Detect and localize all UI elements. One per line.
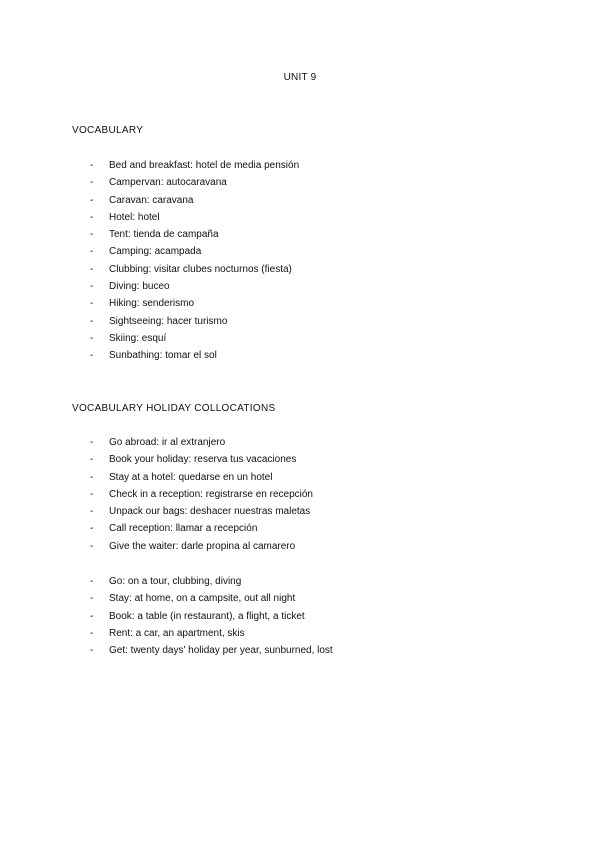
list-item-text: Skiing: esquí: [109, 332, 167, 344]
list-item-text: Hiking: senderismo: [109, 298, 195, 310]
bullet-dash: -: [90, 298, 94, 310]
list-item-text: Bed and breakfast: hotel de media pensión: [109, 160, 300, 171]
vocabulary-heading: VOCABULARY: [72, 125, 144, 136]
list-item-text: Rent: a car, an apartment, skis: [109, 627, 245, 639]
bullet-dash: -: [90, 645, 94, 657]
bullet-dash: -: [90, 454, 94, 466]
bullet-dash: -: [90, 488, 94, 500]
bullet-dash: -: [90, 576, 94, 587]
page-title: UNIT 9: [283, 72, 317, 83]
list-item-text: Sunbathing: tomar el sol: [109, 350, 217, 362]
bullet-dash: -: [90, 471, 94, 483]
bullet-dash: -: [90, 593, 94, 605]
bullet-dash: -: [90, 211, 94, 223]
collocations-heading: VOCABULARY HOLIDAY COLLOCATIONS: [72, 403, 276, 414]
list-item-text: Caravan: caravana: [109, 194, 194, 206]
bullet-dash: -: [90, 332, 94, 344]
bullet-dash: -: [90, 350, 94, 362]
list-item-text: Camping: acampada: [109, 246, 202, 258]
list-item-text: Hotel: hotel: [109, 211, 160, 223]
list-item-text: Get: twenty days' holiday per year, sunburned, lost: [109, 645, 333, 657]
bullet-dash: -: [90, 506, 94, 518]
bullet-dash: -: [90, 177, 94, 189]
bullet-dash: -: [90, 194, 94, 206]
bullet-dash: -: [90, 540, 94, 552]
list-item-text: Go abroad: ir al extranjero: [109, 437, 226, 448]
list-item-text: Check in a reception: registrarse en recepción: [109, 488, 313, 500]
bullet-dash: -: [90, 160, 94, 171]
list-item-text: Book your holiday: reserva tus vacaciones: [109, 454, 297, 466]
bullet-dash: -: [90, 281, 94, 293]
bullet-dash: -: [90, 263, 94, 275]
list-item-text: Give the waiter: darle propina al camarero: [109, 540, 296, 552]
list-item-text: Stay: at home, on a campsite, out all night: [109, 593, 296, 605]
list-item-text: Clubbing: visitar clubes nocturnos (fiesta): [109, 263, 292, 275]
bullet-dash: -: [90, 437, 94, 448]
bullet-dash: -: [90, 627, 94, 639]
list-item-text: Campervan: autocaravana: [109, 177, 227, 189]
bullet-dash: -: [90, 229, 94, 241]
bullet-dash: -: [90, 610, 94, 622]
list-item-text: Unpack our bags: deshacer nuestras maletas: [109, 506, 311, 518]
bullet-dash: -: [90, 523, 94, 535]
list-item-text: Sightseeing: hacer turismo: [109, 315, 228, 327]
list-item-text: Stay at a hotel: quedarse en un hotel: [109, 471, 273, 483]
list-item-text: Go: on a tour, clubbing, diving: [109, 576, 242, 587]
bullet-dash: -: [90, 246, 94, 258]
list-item-text: Book: a table (in restaurant), a flight, a ticket: [109, 610, 305, 622]
list-item-text: Call reception: llamar a recepción: [109, 523, 258, 535]
bullet-dash: -: [90, 315, 94, 327]
list-item-text: Diving: buceo: [109, 281, 170, 293]
list-item-text: Tent: tienda de campaña: [109, 229, 219, 241]
